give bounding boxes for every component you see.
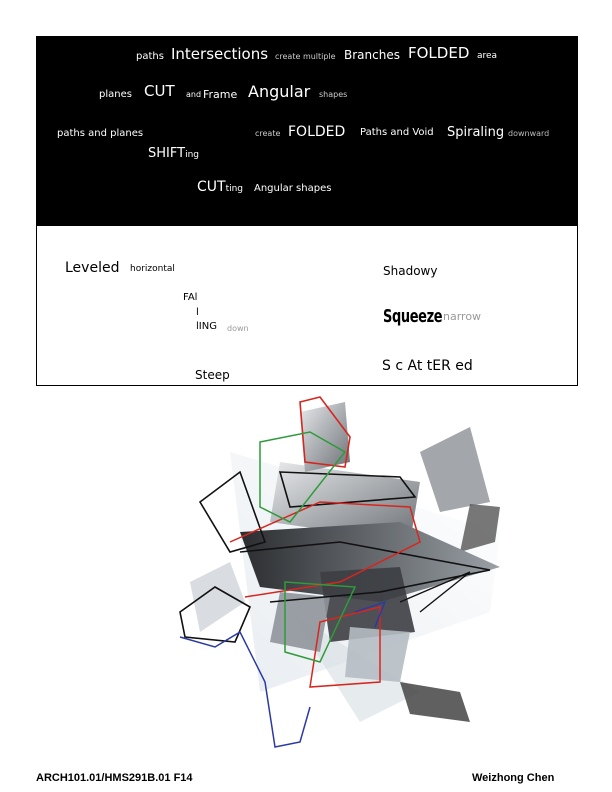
word-cutting: CUTting	[197, 179, 244, 195]
folded-planes-model	[170, 392, 510, 754]
pale-plane	[190, 562, 245, 632]
word-leveled: Leveled	[65, 260, 120, 276]
word-falling-1: FAl	[183, 292, 198, 303]
word-folded-2: FOLDED	[288, 124, 346, 140]
word-horizontal: horizontal	[130, 264, 175, 274]
white-word-panel	[36, 226, 578, 386]
word-frame: Frame	[203, 88, 238, 101]
word-and: and	[186, 90, 202, 99]
word-angular-shapes: Angular shapes	[254, 183, 332, 194]
word-cut: CUT	[144, 82, 175, 100]
dark-plane	[400, 682, 470, 722]
word-create: create	[255, 129, 281, 138]
word-folded-1: FOLDED	[408, 44, 470, 62]
word-scattered: S c At tER ed	[382, 358, 473, 374]
word-down: down	[227, 324, 249, 333]
word-paths: paths	[136, 51, 164, 62]
word-shadowy: Shadowy	[383, 264, 438, 278]
word-downward: downward	[508, 129, 550, 138]
word-shapes: shapes	[319, 90, 348, 99]
word-paths-and-planes: paths and planes	[57, 128, 144, 139]
word-area: area	[477, 51, 498, 61]
course-code: ARCH101.01/HMS291B.01 F14	[36, 772, 193, 784]
grey-plane	[345, 627, 410, 682]
author-name: Weizhong Chen	[472, 772, 555, 784]
word-planes: planes	[99, 89, 132, 100]
word-create-multiple: create multiple	[275, 52, 336, 61]
word-branches: Branches	[344, 48, 400, 62]
black-word-panel	[36, 36, 578, 226]
word-shifting: SHIFTing	[148, 146, 199, 161]
word-paths-and-void: Paths and Void	[360, 127, 434, 138]
word-intersections: Intersections	[171, 45, 269, 63]
word-spiraling: Spiraling	[447, 125, 505, 140]
word-squeeze: Squeeze	[383, 306, 443, 327]
word-falling-3: lING	[196, 321, 217, 332]
grey-plane	[420, 427, 490, 512]
word-falling-2: l	[196, 307, 199, 318]
word-narrow: narrow	[443, 310, 482, 323]
word-steep: Steep	[195, 368, 230, 382]
shaded-plane	[300, 402, 350, 472]
word-angular: Angular	[248, 82, 311, 101]
